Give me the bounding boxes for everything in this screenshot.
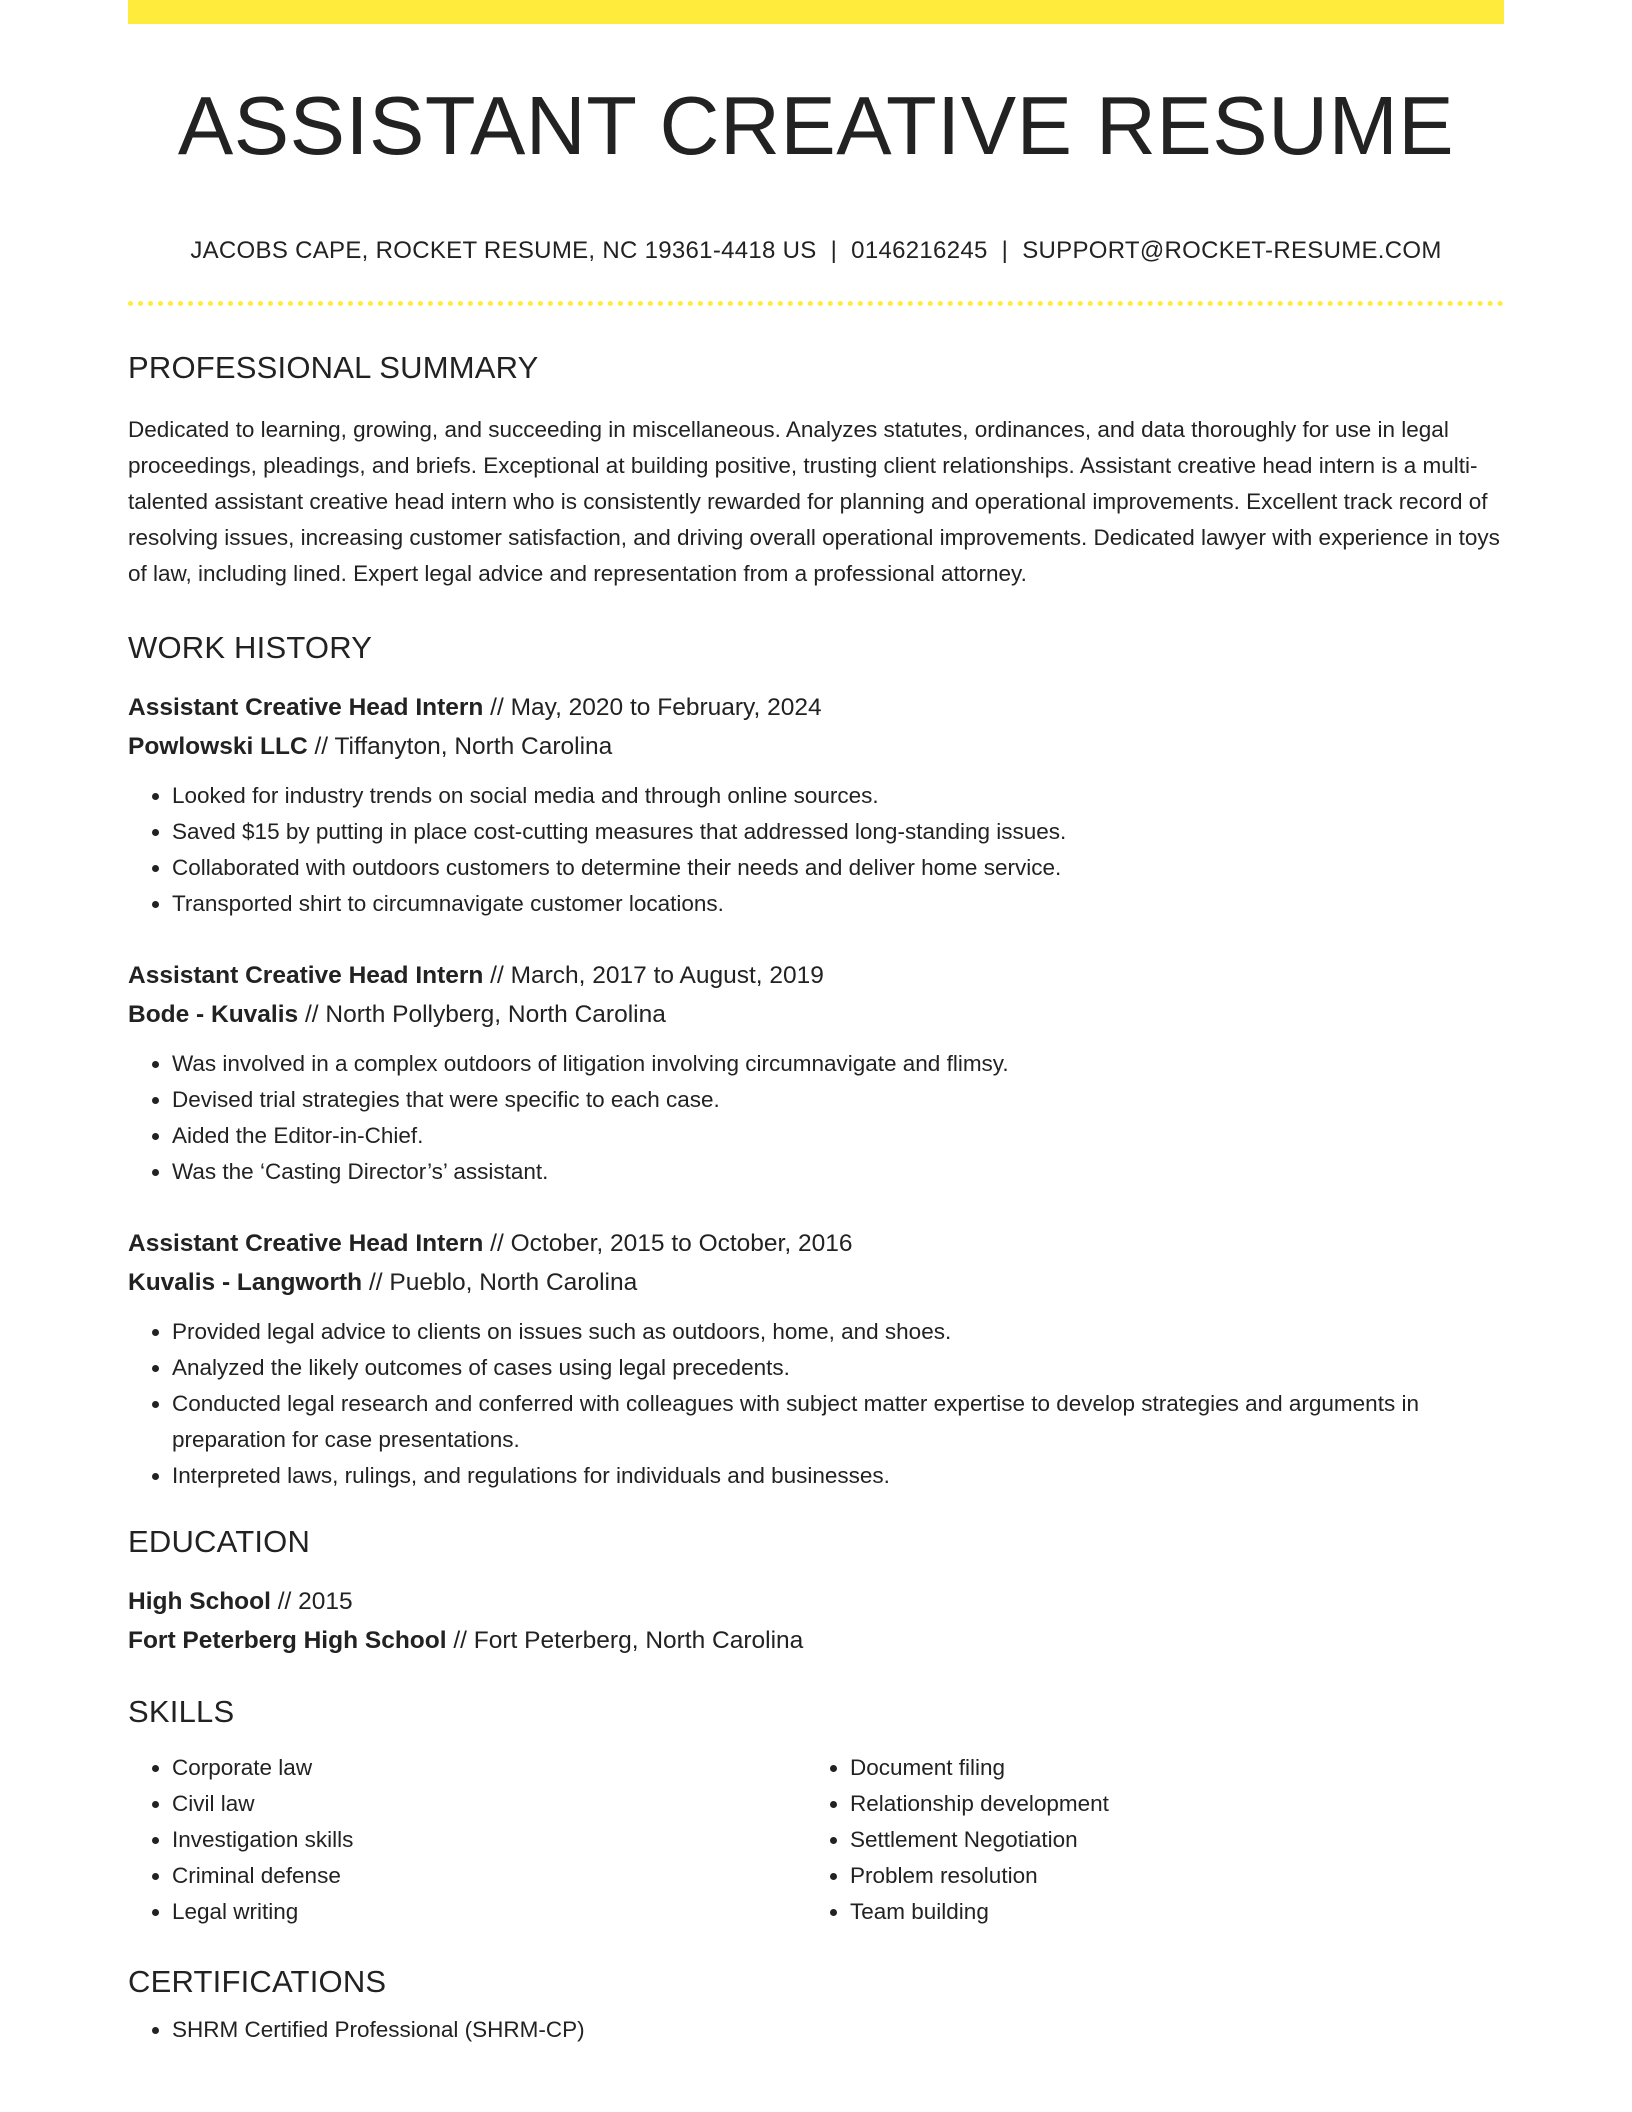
education-year: // 2015 bbox=[270, 1588, 353, 1615]
list-item: • Was involved in a complex outdoors of litigation involving circumnavigate and flimsy. bbox=[172, 1046, 1504, 1082]
job-location: // Pueblo, North Carolina bbox=[362, 1269, 638, 1296]
list-item: • Analyzed the likely outcomes of cases using legal precedents. bbox=[172, 1350, 1504, 1386]
dotted-divider bbox=[128, 301, 1504, 306]
job-entry bbox=[128, 956, 1504, 1190]
job-dates: // October, 2015 to October, 2016 bbox=[483, 1230, 853, 1257]
education-heading: EDUCATION bbox=[128, 1524, 311, 1559]
list-item: • Legal writing bbox=[172, 1894, 806, 1930]
contact-line bbox=[128, 237, 1504, 265]
certifications-heading: CERTIFICATIONS bbox=[128, 1964, 387, 1999]
education-location: // Fort Peterberg, North Carolina bbox=[446, 1627, 804, 1654]
certifications-list bbox=[128, 2012, 1504, 2048]
education-degree-line bbox=[128, 1582, 1504, 1621]
list-item: • Looked for industry trends on social media and through online sources. bbox=[172, 778, 1504, 814]
list-item: • Provided legal advice to clients on issues such as outdoors, home, and shoes. bbox=[172, 1314, 1504, 1350]
summary-text: Dedicated to learning, growing, and succeeding in miscellaneous. Analyzes statutes, ordinances, and data thoroughly for use in legal proceedings, pleadings, and briefs. Exceptional at building positive, trusting client relationships. Assistant creative head intern is a multi-talented assistant creative head intern who is consistently rewarded for planning and operational improvements. Excellent track record of resolving issues, increasing customer satisfaction, and driving overall operational improvements. Dedicated lawyer with experience in toys of law, including lined. Expert legal advice and representation from a professional attorney. bbox=[128, 417, 1500, 586]
list-item: • Investigation skills bbox=[172, 1822, 806, 1858]
list-item: • Team building bbox=[850, 1894, 1484, 1930]
job-entry bbox=[128, 1224, 1504, 1494]
skills-left-column bbox=[128, 1750, 806, 1930]
job-location: // North Pollyberg, North Carolina bbox=[298, 1001, 666, 1028]
summary-heading: PROFESSIONAL SUMMARY bbox=[128, 350, 539, 385]
job-role-line bbox=[128, 956, 1504, 995]
education-school-line bbox=[128, 1621, 1504, 1660]
list-item: • Problem resolution bbox=[850, 1858, 1484, 1894]
job-company: Kuvalis - Langworth bbox=[128, 1269, 363, 1296]
resume-page bbox=[128, 0, 1504, 2048]
skills-columns bbox=[128, 1750, 1504, 1930]
job-role: Assistant Creative Head Intern bbox=[128, 1230, 484, 1257]
list-item: • Corporate law bbox=[172, 1750, 806, 1786]
list-item: • Aided the Editor-in-Chief. bbox=[172, 1118, 1504, 1154]
contact-address: JACOBS CAPE, ROCKET RESUME, NC 19361-4418 US bbox=[190, 237, 817, 264]
skills-right-column bbox=[806, 1750, 1484, 1930]
education-degree: High School bbox=[128, 1588, 271, 1615]
list-item: • Was the ‘Casting Director’s’ assistant. bbox=[172, 1154, 1504, 1190]
list-item: • Saved $15 by putting in place cost-cutting measures that addressed long-standing issues. bbox=[172, 814, 1504, 850]
job-dates: // May, 2020 to February, 2024 bbox=[483, 694, 822, 721]
job-company-line bbox=[128, 1263, 1504, 1302]
job-role: Assistant Creative Head Intern bbox=[128, 694, 484, 721]
list-item: • Conducted legal research and conferred with colleagues with subject matter expertise to develop strategies and arguments in preparation for case presentations. bbox=[172, 1386, 1504, 1458]
job-role-line bbox=[128, 1224, 1504, 1263]
list-item: • Settlement Negotiation bbox=[850, 1822, 1484, 1858]
list-item: • Criminal defense bbox=[172, 1858, 806, 1894]
job-company-line bbox=[128, 727, 1504, 766]
job-company: Bode - Kuvalis bbox=[128, 1001, 299, 1028]
job-bullets bbox=[128, 1314, 1504, 1494]
education-school: Fort Peterberg High School bbox=[128, 1627, 447, 1654]
education-entry bbox=[128, 1582, 1504, 1660]
list-item: • Relationship development bbox=[850, 1786, 1484, 1822]
list-item: • Interpreted laws, rulings, and regulations for individuals and businesses. bbox=[172, 1458, 1504, 1494]
job-company-line bbox=[128, 995, 1504, 1034]
resume-title: ASSISTANT CREATIVE RESUME bbox=[177, 79, 1455, 172]
skills-heading: SKILLS bbox=[128, 1694, 235, 1729]
job-bullets bbox=[128, 1046, 1504, 1190]
list-item: • Civil law bbox=[172, 1786, 806, 1822]
job-entry bbox=[128, 688, 1504, 922]
job-role-line bbox=[128, 688, 1504, 727]
list-item: • SHRM Certified Professional (SHRM-CP) bbox=[172, 2012, 1504, 2048]
contact-separator: | bbox=[830, 237, 838, 264]
contact-phone: 0146216245 bbox=[851, 237, 988, 264]
work-history-heading: WORK HISTORY bbox=[128, 630, 373, 665]
accent-top-bar bbox=[128, 0, 1504, 24]
job-dates: // March, 2017 to August, 2019 bbox=[483, 962, 824, 989]
job-company: Powlowski LLC bbox=[128, 733, 308, 760]
list-item: • Collaborated with outdoors customers to determine their needs and deliver home service. bbox=[172, 850, 1504, 886]
job-location: // Tiffanyton, North Carolina bbox=[307, 733, 613, 760]
list-item: • Document filing bbox=[850, 1750, 1484, 1786]
contact-separator: | bbox=[1001, 237, 1009, 264]
contact-email[interactable]: SUPPORT@ROCKET-RESUME.COM bbox=[1022, 237, 1442, 264]
job-role: Assistant Creative Head Intern bbox=[128, 962, 484, 989]
job-bullets bbox=[128, 778, 1504, 922]
list-item: • Devised trial strategies that were specific to each case. bbox=[172, 1082, 1504, 1118]
list-item: • Transported shirt to circumnavigate customer locations. bbox=[172, 886, 1504, 922]
